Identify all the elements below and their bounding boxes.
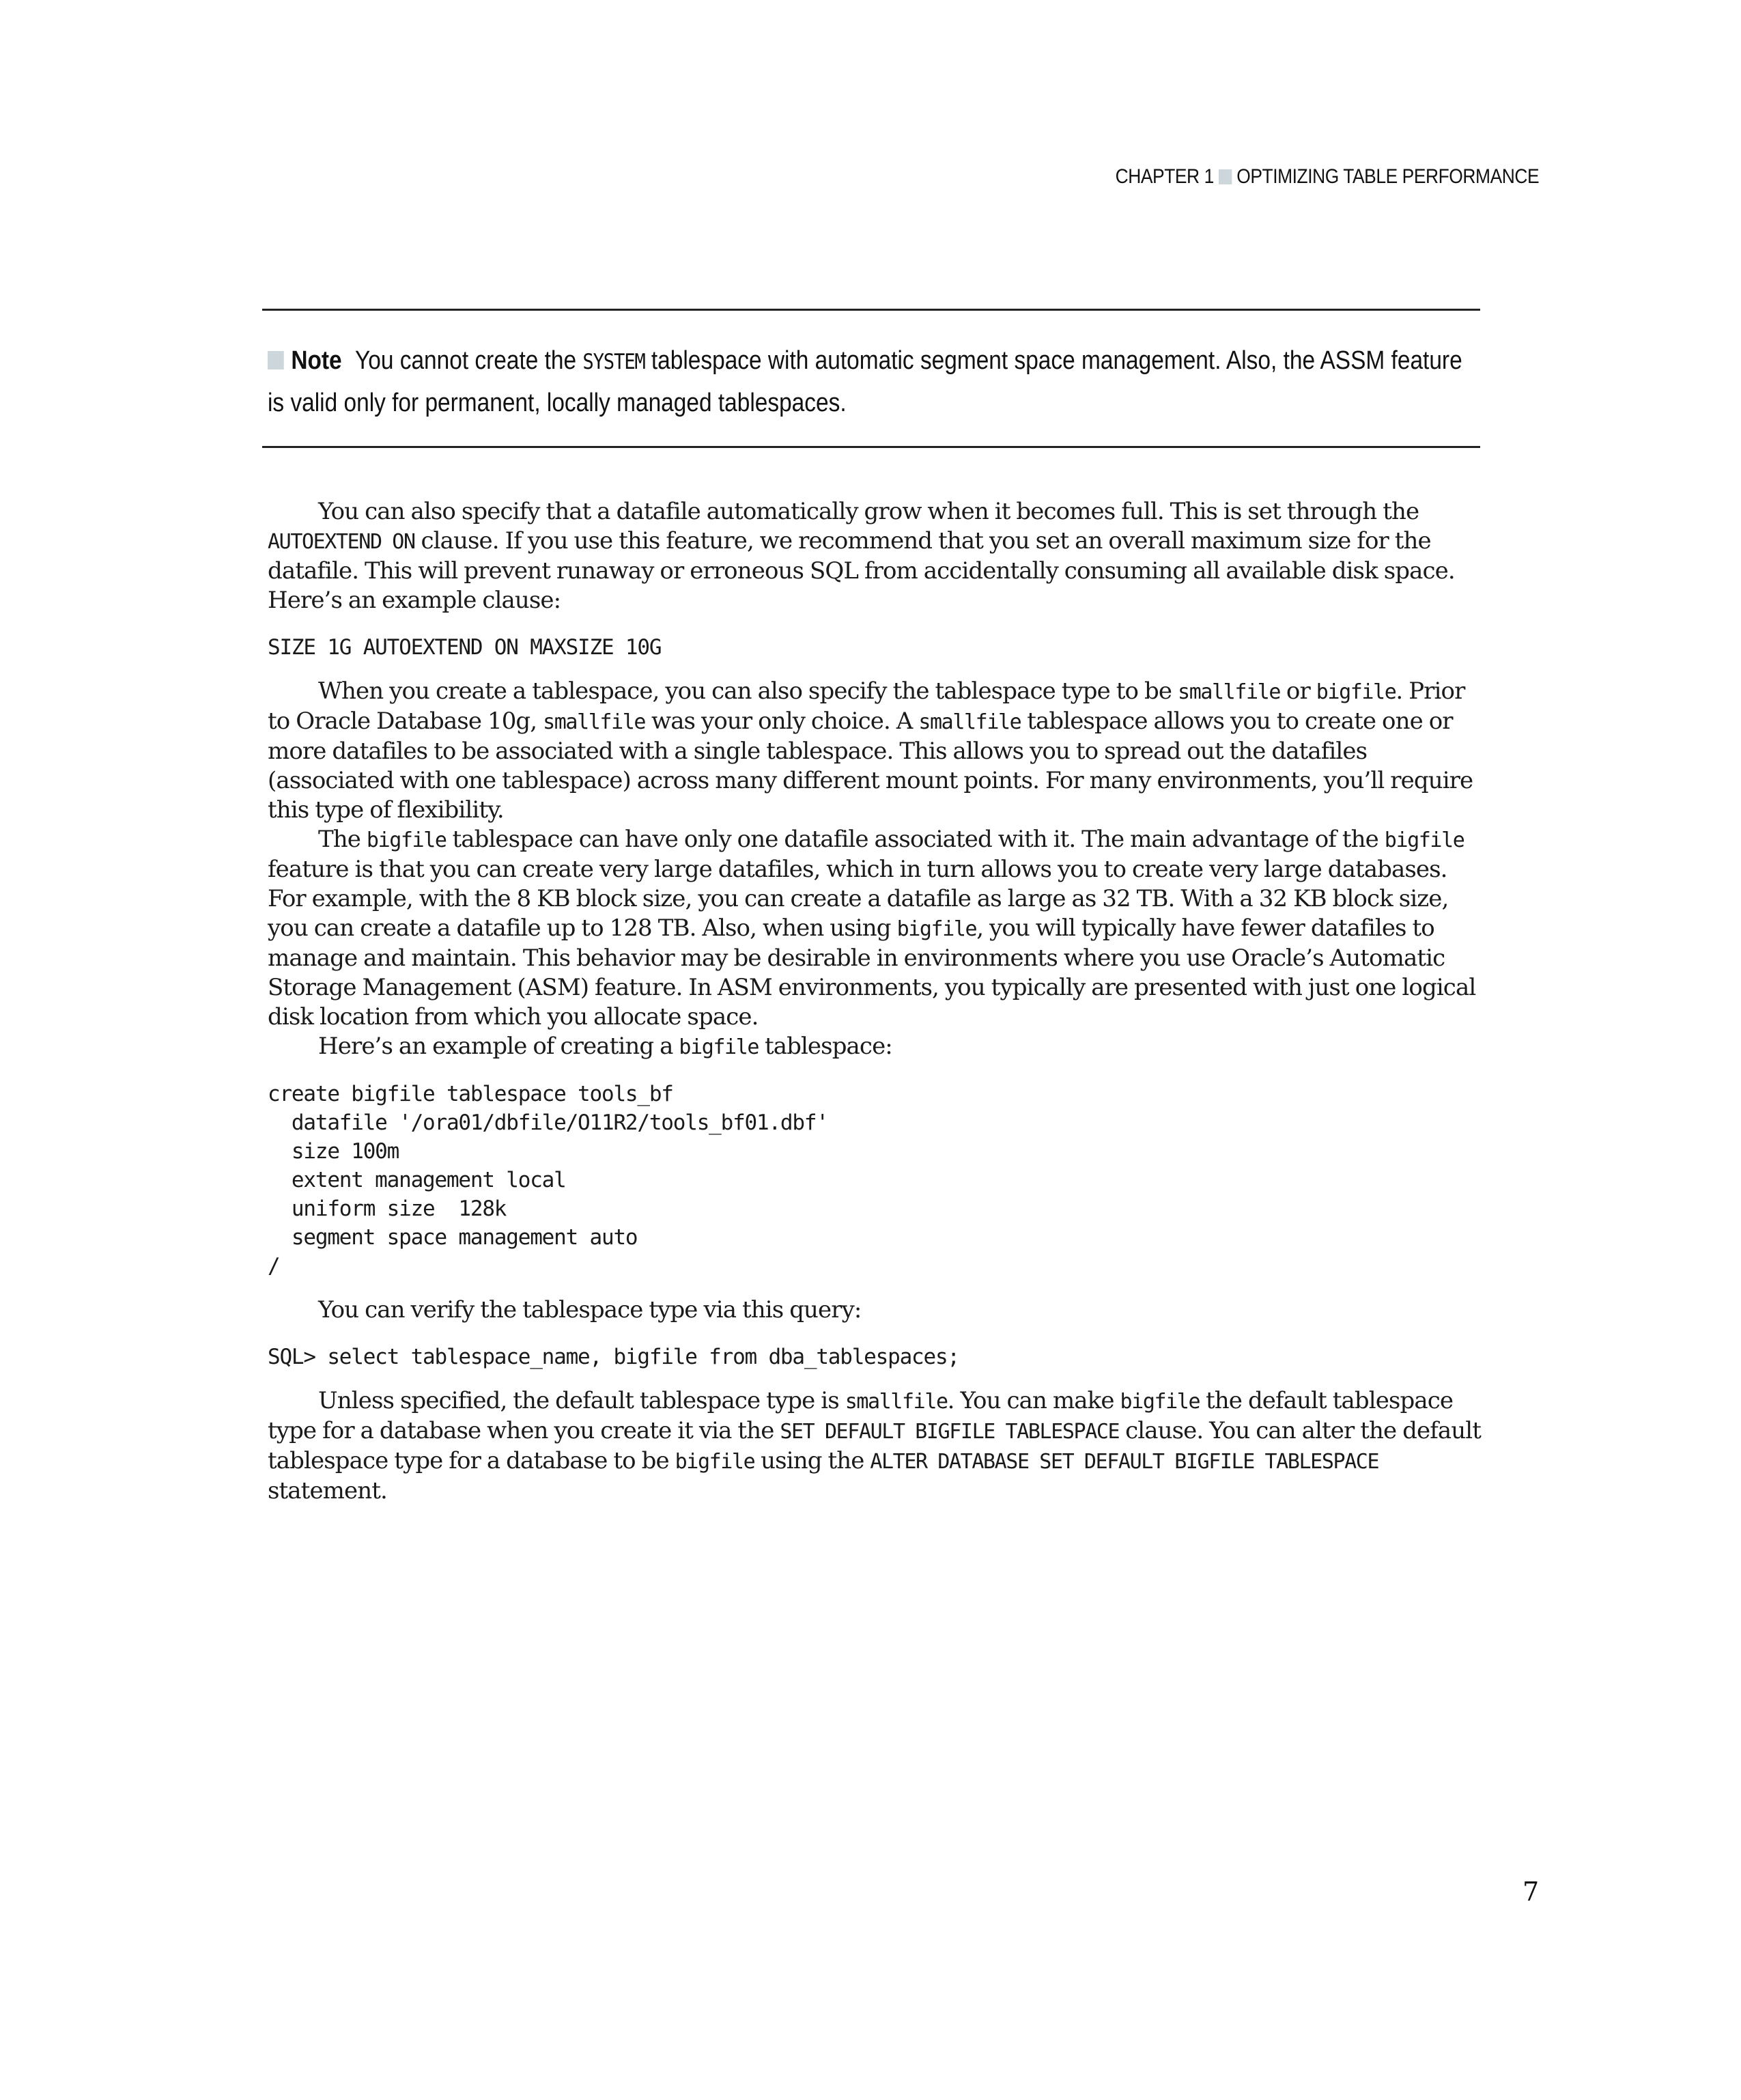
note-text: tablespace with automatic segment space management. Also, the ASSM feature is valid only for permanent, locally managed tablespaces. — [268, 346, 1462, 417]
text: You can verify the tablespace type via this query: — [318, 1296, 862, 1324]
text: the default tablespace type for a database when you create it via the — [268, 1387, 1454, 1444]
text: or — [1280, 677, 1316, 705]
paragraph-example-intro — [268, 1032, 1483, 1062]
header-square-icon — [1219, 169, 1232, 184]
chapter-number: CHAPTER 1 — [1115, 165, 1214, 188]
text: Unless specified, the default tablespace type is — [318, 1387, 845, 1414]
inline-code: smallfile — [543, 710, 646, 734]
code-block-clause: SIZE 1G AUTOEXTEND ON MAXSIZE 10G — [268, 635, 662, 660]
note-label: Note — [291, 346, 342, 375]
paragraph-bigfile — [268, 825, 1483, 1032]
text: clause. You can alter the default tablespace type for a database to be — [268, 1417, 1481, 1474]
inline-code: bigfile — [1316, 680, 1396, 704]
page-number: 7 — [1523, 1877, 1540, 1907]
text: clause. If you use this feature, we recommend that you set an overall maximum size for the datafile. This will prevent runaway or erroneous SQL from accidentally consuming all available disk space. Here’s an example clause: — [268, 527, 1455, 614]
note-code: SYSTEM — [582, 350, 645, 374]
text: , you will typically have fewer datafiles to manage and maintain. This behavior may be desirable in environments where you use Oracle’s Automatic Storage Management (ASM) feature. In ASM environments, you typically are presented with just one logical disk location from which you allocate space. — [268, 914, 1476, 1031]
inline-code: bigfile — [675, 1450, 755, 1474]
inline-code: smallfile — [1178, 680, 1280, 704]
paragraph-autoextend — [268, 497, 1483, 615]
note-square-icon — [268, 351, 284, 369]
text: . You can make — [947, 1387, 1120, 1414]
text: tablespace can have only one datafile associated with it. The main advantage of the — [446, 826, 1385, 853]
text: was your only choice. A — [645, 708, 919, 735]
note-text: You cannot create the — [354, 346, 583, 375]
inline-code: ALTER DATABASE SET DEFAULT BIGFILE TABLESPACE — [870, 1450, 1379, 1474]
text: When you create a tablespace, you can also specify the tablespace type to be — [318, 677, 1178, 705]
text: statement. — [268, 1477, 387, 1504]
note-bottom-rule — [262, 446, 1480, 448]
inline-code: bigfile — [1120, 1390, 1200, 1414]
code-block-create-tablespace: create bigfile tablespace tools_bf datafile '/ora01/dbfile/O11R2/tools_bf01.dbf' size 100m extent management local uniform size 128k segment space management auto / — [268, 1082, 828, 1278]
text: tablespace allows you to create one or more datafiles to be associated with a single tablespace. This allows you to spread out the datafiles (associated with one tablespace) across many different mount points. For many environments, you’ll require this type of flexibility. — [268, 708, 1473, 824]
text: You can also specify that a datafile automatically grow when it becomes full. This is set through the — [318, 498, 1419, 525]
paragraph-tablespace-type — [268, 677, 1483, 825]
text: feature is that you can create very large datafiles, which in turn allows you to create very large databases. For example, with the 8 KB block size, you can create a datafile as large as 32 TB. With a 32 KB block size, you can create a datafile up to 128 TB. Also, when using — [268, 856, 1449, 942]
inline-code: smallfile — [845, 1390, 948, 1414]
text: using the — [754, 1447, 870, 1474]
note-box — [268, 340, 1482, 423]
inline-code: bigfile — [1384, 828, 1464, 852]
note-top-rule — [262, 309, 1480, 311]
chapter-title: OPTIMIZING TABLE PERFORMANCE — [1236, 165, 1539, 188]
body-text — [268, 497, 1483, 1506]
paragraph-verify — [268, 1296, 1483, 1325]
text: . Prior to Oracle Database 10g, — [268, 677, 1465, 735]
paragraph-default-type — [268, 1386, 1483, 1506]
inline-code: bigfile — [679, 1035, 759, 1059]
text: The — [318, 826, 367, 853]
inline-code: bigfile — [366, 828, 447, 852]
text: Here’s an example of creating a — [318, 1033, 679, 1060]
inline-code: SET DEFAULT BIGFILE TABLESPACE — [780, 1420, 1120, 1444]
inline-code: AUTOEXTEND ON — [268, 530, 415, 554]
code-block-query: SQL> select tablespace_name, bigfile from dba_tablespaces; — [268, 1345, 959, 1369]
inline-code: bigfile — [896, 917, 977, 941]
inline-code: smallfile — [918, 710, 1021, 734]
running-header — [1115, 165, 1539, 188]
text: tablespace: — [759, 1033, 892, 1060]
